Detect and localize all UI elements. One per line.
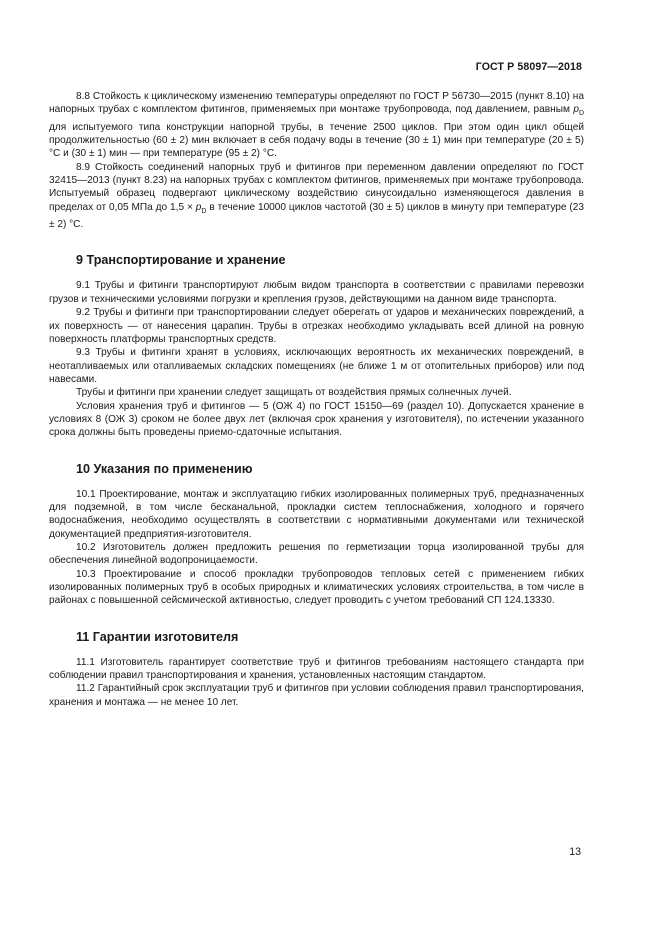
paragraph-9-3-conditions: Условия хранения труб и фитингов — 5 (ОЖ 4) по ГОСТ 15150—69 (раздел 10). Допускается хранение в условиях 8 (ОЖ 3) сроком не более двух лет (включая срок хранения у изготовителя), по истечении указанного срока должны быть проведены приемо-сдаточные испытания.	[49, 400, 584, 439]
paragraph-10-2: 10.2 Изготовитель должен предложить решения по герметизации торца изолированной трубы для обеспечения линейной водопроницаемости.	[49, 541, 584, 567]
page-number: 13	[569, 846, 581, 858]
paragraph-8-9: 8.9 Стойкость соединений напорных труб и фитингов при переменном давлении определяют по ГОСТ 32415—2013 (пункт 8.23) на напорных трубах с комплектом фитингов, применяемых при монтаже трубопровода. Испытуемый образец подвергают циклическому воздействию синусоидально изменяющегося давления в пределах от 0,05 МПа до $1,5 \times p_D$ в течение 10000 циклов частотой (30 ± 5) циклов в минуту при температуре (23 ± 2) °С.	[49, 161, 585, 231]
page-body	[49, 90, 584, 709]
paragraph-11-2: 11.2 Гарантийный срок эксплуатации труб и фитингов при условии соблюдения правил транспортирования, хранения и монтажа — не менее 10 лет.	[49, 683, 584, 708]
paragraph-9-2: 9.2 Трубы и фитинги при транспортировании следует оберегать от ударов и механических повреждений, а их поверхность — от нанесения царапин. Трубы в отрезках необходимо укладывать всей длиной на ровную поверхность платформы транспортных средств.	[49, 307, 584, 345]
section-9-heading: 9 Транспортирование и хранение	[76, 253, 286, 268]
paragraph-8-8: 8.8 Стойкость к циклическому изменению температуры определяют по ГОСТ Р 56730—2015 (пункт 8.10) на напорных трубах с комплектом фитингов, применяемых при монтаже трубопровода, под давлением, равным $p_D$ для испытуемого типа конструкции напорной трубы, в течение 2500 циклов. При этом один цикл общей продолжительностью (60 ± 2) мин включает в себя подачу воды в течение (30 ± 1) мин при температуре (20 ± 5) °С и (30 ± 1) мин — при температуре (95 ± 2) °С.	[49, 91, 584, 160]
section-11-heading: 11 Гарантии изготовителя	[76, 629, 239, 644]
paragraph-10-1: 10.1 Проектирование, монтаж и эксплуатацию гибких изолированных полимерных труб, предназначенных для подземной, в том числе бесканальной, прокладки систем теплоснабжения, холодного и горячего водоснабжения, необходимо осуществлять в соответствии с нормативными документами или технической документацией предприятия-изготовителя.	[49, 488, 584, 540]
paragraph-11-1: 11.1 Изготовитель гарантирует соответствие труб и фитингов требованиям настоящего стандарта при соблюдении правил транспортирования и хранения, установленных настоящим стандартом.	[49, 656, 584, 682]
paragraph-9-3-sun: Трубы и фитинги при хранении следует защищать от воздействия прямых солнечных лучей.	[76, 387, 512, 399]
paragraph-10-3: 10.3 Проектирование и способ прокладки трубопроводов тепловых сетей с применением гибких изолированных полимерных труб в особых природных и климатических условиях строительства, в том числе в районах с повышенной сейсмической активностью, следует проводить с учетом требований СП 124.13330.	[49, 568, 584, 607]
section-10-heading: 10 Указания по применению	[76, 461, 253, 476]
paragraph-9-1: 9.1 Трубы и фитинги транспортируют любым видом транспорта в соответствии с правилами перевозки грузов и техническими условиями погрузки и крепления грузов, действующими на данном виде транспорта.	[49, 280, 584, 305]
paragraph-9-3: 9.3 Трубы и фитинги хранят в условиях, исключающих вероятность их механических повреждений, в неотапливаемых или отапливаемых складских помещениях (не ближе 1 м от отопительных приборов) или под навесами.	[49, 347, 584, 385]
document-code: ГОСТ Р 58097—2018	[475, 61, 582, 73]
